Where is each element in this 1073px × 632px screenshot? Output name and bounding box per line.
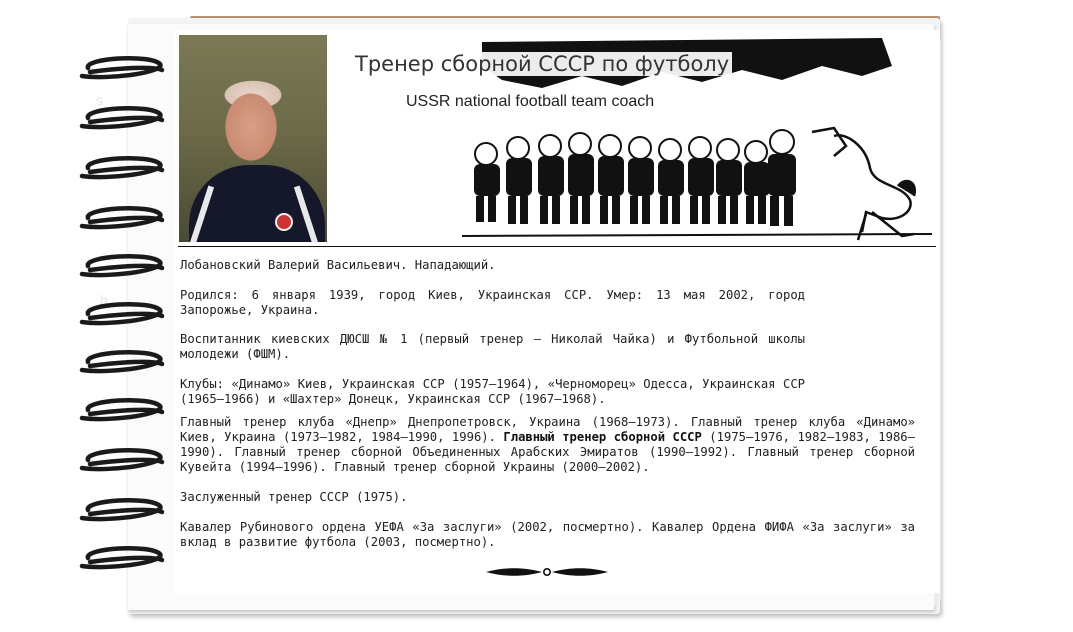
bio-honored-line: Заслуженный тренер СССР (1975). — [180, 490, 408, 504]
player-figure-icon — [506, 137, 532, 224]
bio-clubs-line: Клубы: «Динамо» Киев, Украинская ССР (1957–1964), «Черноморец» Одесса, Украинская ССР (1965–1966) и «Шахтер» Донецк, Украинская ССР (1967–1968). — [180, 377, 805, 406]
spiral-ring-icon — [82, 256, 162, 275]
spiral-ring-icon — [82, 58, 162, 77]
player-figure-icon — [768, 130, 796, 226]
decorative-divider-icon — [484, 565, 610, 579]
spiral-binding — [70, 50, 180, 590]
player-figure-icon — [538, 135, 564, 224]
bio-coach-part2: (1975–1976, 1982–1983, 1986–1990). Главный тренер сборной Объединенных Арабских Эмиратов (1990–1992). Главный тренер сборной Кувейта (1994–1996). Главный тренер сборной Украины (2000–2002). — [180, 430, 915, 474]
player-figure-icon — [744, 141, 770, 224]
bio-youth-line: Воспитанник киевских ДЮСШ № 1 (первый тренер – Николай Чайка) и Футбольной школы молодежи (ФШМ). — [180, 332, 805, 361]
page-subtitle: USSR national football team coach — [406, 93, 655, 110]
player-figure-icon — [598, 135, 624, 224]
ussr-emblem-icon — [275, 213, 293, 231]
spiral-ring-icon — [82, 158, 162, 177]
spiral-ring-icon — [82, 450, 162, 469]
watermark-text: b — [100, 292, 108, 308]
header-divider — [178, 246, 936, 247]
bio-birth-line: Родился: 6 января 1939, город Киев, Украинская ССР. Умер: 13 мая 2002, город Запорожье, Украина. — [180, 288, 805, 317]
bio-coach-bold: Главный тренер сборной СССР — [503, 430, 702, 444]
player-figure-icon — [568, 133, 594, 224]
player-figure-icon — [474, 143, 500, 222]
bio-coach-part1: Главный тренер клуба «Днепр» Днепропетровск, Украина (1968–1973). Главный тренер клуба «Динамо» Киев, Украина (1973–1982, 1984–1990, 1996). — [180, 415, 915, 444]
spiral-ring-icon — [82, 500, 162, 519]
page-title: Тренер сборной СССР по футболу — [352, 52, 732, 76]
bio-name-line: Лобановский Валерий Васильевич. Нападающий. — [180, 258, 496, 272]
spiral-ring-icon — [82, 548, 162, 567]
spiral-ring-icon — [82, 208, 162, 227]
coach-cartoon-figure-icon — [812, 128, 915, 240]
player-figure-icon — [628, 137, 654, 224]
bio-coach-paragraph — [180, 415, 915, 475]
bio-awards-line: Кавалер Рубинового ордена УЕФА «За заслуги» (2002, посмертно). Кавалер Ордена ФИФА «За заслуги» за вклад в развитие футбола (2003, посмертно). — [180, 520, 915, 549]
spiral-ring-icon — [82, 108, 162, 127]
spiral-ring-icon — [82, 400, 162, 419]
spiral-ring-icon — [82, 304, 162, 323]
coach-portrait-photo — [179, 35, 327, 242]
player-figure-icon — [688, 137, 714, 224]
player-figure-icon — [716, 139, 742, 224]
player-figure-icon — [658, 139, 684, 224]
spiral-ring-icon — [82, 352, 162, 371]
watermark-text: s — [96, 92, 103, 108]
page-edge — [940, 40, 943, 600]
